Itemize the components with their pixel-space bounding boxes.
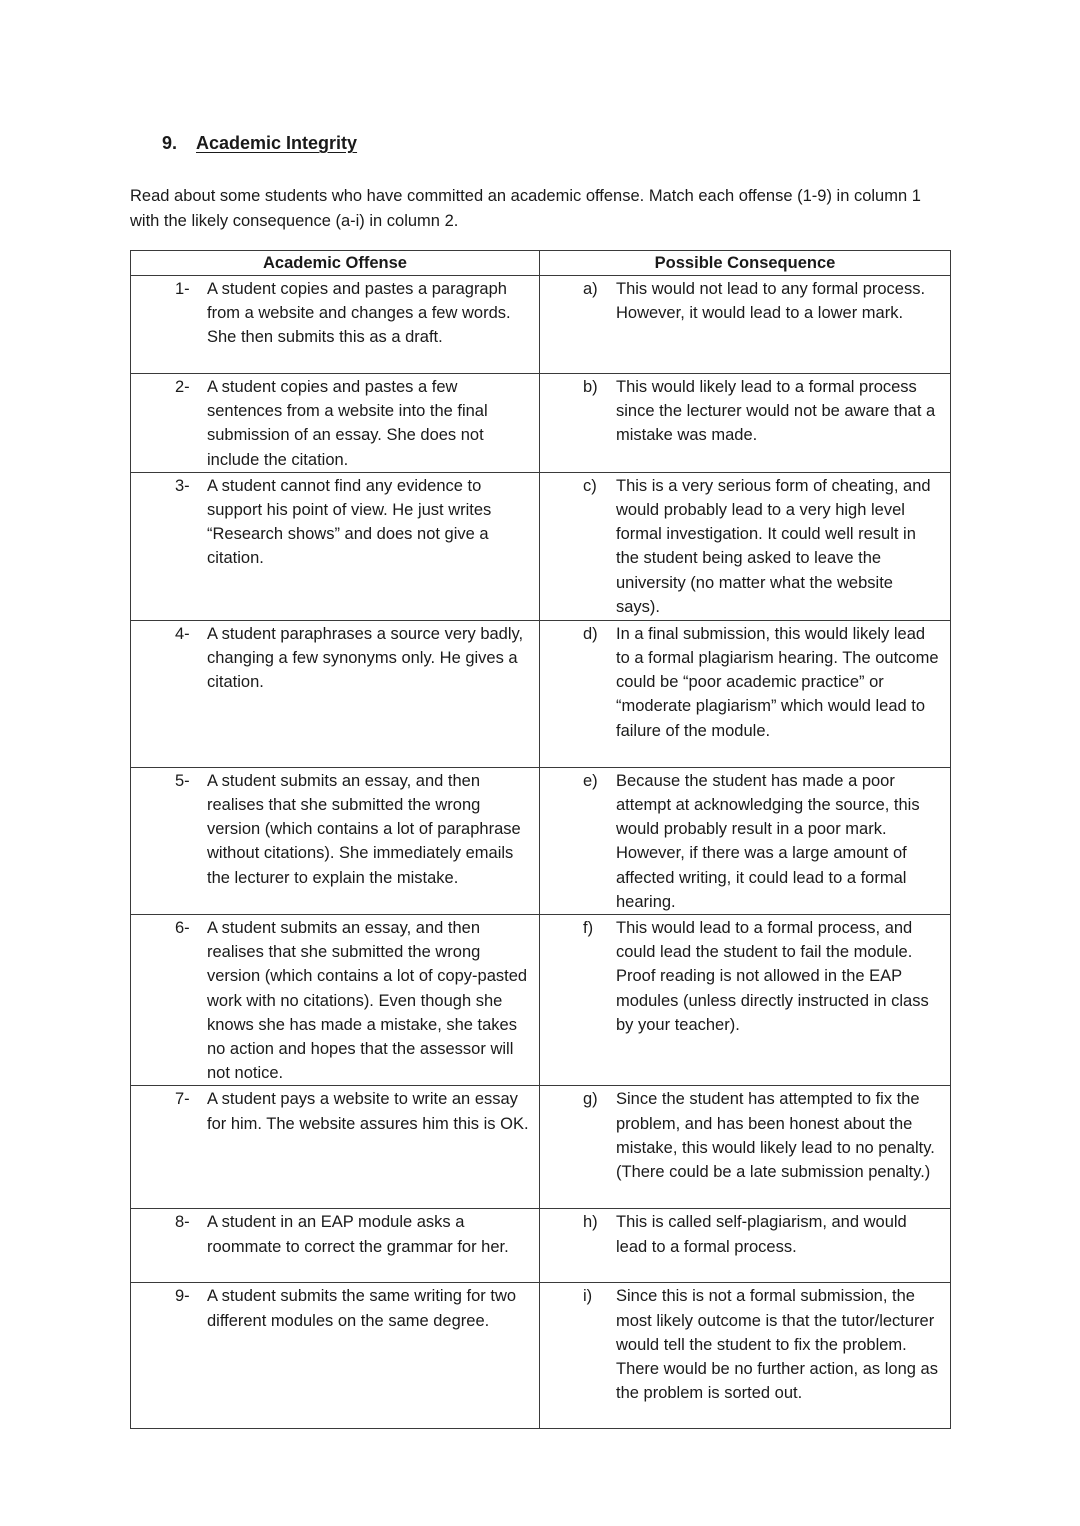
consequence-text: Since the student has attempted to fix the problem, and has been honest about the mistake, this would likely lead to no penalty. (There could be a late submission penalty.) — [616, 1090, 935, 1182]
table-row — [131, 276, 951, 374]
offense-number: 7- — [175, 1090, 190, 1109]
table-row — [131, 1209, 951, 1283]
offense-consequence-table — [130, 250, 951, 1429]
consequence-text: This is a very serious form of cheating, and would probably lead to a very high level formal investigation. It could well result in the student being asked to leave the university (no matter what the website says). — [616, 476, 931, 616]
offense-number: 5- — [175, 771, 190, 790]
consequence-letter: h) — [583, 1213, 598, 1232]
consequence-letter: b) — [583, 378, 598, 396]
consequence-text: This would likely lead to a formal process since the lecturer would not be aware that a mistake was made. — [616, 378, 936, 445]
offense-text: A student in an EAP module asks a roommate to correct the grammar for her. — [207, 1213, 509, 1256]
section-number: 9. — [162, 133, 178, 153]
offense-number: 1- — [175, 280, 190, 298]
header-possible-consequence: Possible Consequence — [540, 251, 951, 276]
offense-cell — [131, 472, 540, 620]
offense-text: A student submits an essay, and then realises that she submitted the wrong version (which contains a lot of copy-pasted work with no citations). Even though she knows she has made a mistake, she takes no action and hopes that the assessor will not notice. — [207, 919, 528, 1083]
table-row — [131, 1086, 951, 1209]
consequence-text: In a final submission, this would likely lead to a formal plagiarism hearing. The outcome could be “poor academic practice” or “moderate plagiarism” which would lead to failure of the module. — [616, 624, 939, 740]
offense-text: A student copies and pastes a few sentences from a website into the final submission of an essay. She does not include the citation. — [207, 378, 488, 469]
offense-cell — [131, 276, 540, 374]
offense-text: A student submits an essay, and then realises that she submitted the wrong version (which contains a lot of paraphrase without citations). She immediately emails the lecturer to explain the mistake. — [207, 771, 521, 887]
offense-cell — [131, 374, 540, 473]
consequence-letter: e) — [583, 771, 598, 790]
instructions-paragraph: Read about some students who have committed an academic offense. Match each offense (1-9) in column 1 with the likely consequence (a-i) in column 2. — [130, 187, 921, 230]
header-academic-offense: Academic Offense — [131, 251, 540, 276]
offense-text: A student copies and pastes a paragraph from a website and changes a few words. She then submits this as a draft. — [207, 280, 511, 347]
offense-text: A student submits the same writing for two different modules on the same degree. — [207, 1287, 517, 1330]
offense-cell — [131, 620, 540, 767]
offense-text: A student cannot find any evidence to support his point of view. He just writes “Research shows” and does not give a citation. — [207, 476, 492, 568]
section-heading — [162, 130, 357, 156]
consequence-cell — [540, 1209, 951, 1283]
consequence-text: This is called self-plagiarism, and would lead to a formal process. — [616, 1213, 907, 1256]
consequence-letter: a) — [583, 280, 598, 298]
consequence-letter: c) — [583, 476, 597, 495]
offense-text: A student paraphrases a source very badly, changing a few synonyms only. He gives a citation. — [207, 624, 524, 692]
consequence-cell — [540, 374, 951, 473]
offense-number: 2- — [175, 378, 190, 396]
consequence-text: This would not lead to any formal process. However, it would lead to a lower mark. — [616, 280, 926, 323]
consequence-letter: g) — [583, 1090, 598, 1109]
table-row — [131, 472, 951, 620]
section-title: Academic Integrity — [196, 133, 358, 153]
offense-number: 6- — [175, 919, 190, 938]
offense-number: 4- — [175, 624, 190, 643]
offense-number: 3- — [175, 476, 190, 495]
consequence-letter: d) — [583, 624, 598, 643]
table-header-row — [131, 251, 951, 276]
consequence-text: Because the student has made a poor attempt at acknowledging the source, this would probably result in a poor mark. However, if there was a large amount of affected writing, it could lead to a formal hearing. — [616, 771, 920, 911]
offense-number: 8- — [175, 1213, 190, 1232]
consequence-letter: f) — [583, 919, 594, 938]
consequence-cell — [540, 767, 951, 914]
offense-cell — [131, 915, 540, 1086]
consequence-cell — [540, 276, 951, 374]
offense-cell — [131, 1209, 540, 1283]
consequence-cell — [540, 620, 951, 767]
consequence-cell — [540, 1086, 951, 1209]
consequence-text: Since this is not a formal submission, the most likely outcome is that the tutor/lecturer would tell the student to fix the problem. There would be no further action, as long as the problem is sorted out. — [616, 1287, 938, 1403]
offense-cell — [131, 1086, 540, 1209]
offense-number: 9- — [175, 1287, 190, 1306]
table-row — [131, 1283, 951, 1429]
consequence-cell — [540, 472, 951, 620]
consequence-letter: i) — [583, 1287, 593, 1306]
consequence-cell — [540, 915, 951, 1086]
offense-text: A student pays a website to write an essay for him. The website assures him this is OK. — [207, 1090, 529, 1133]
offense-cell — [131, 1283, 540, 1429]
table-row — [131, 915, 951, 1086]
table-row — [131, 767, 951, 914]
consequence-cell — [540, 1283, 951, 1429]
consequence-text: This would lead to a formal process, and could lead the student to fail the module. Proof reading is not allowed in the EAP modules (unless directly instructed in class by your teacher). — [616, 919, 929, 1034]
table-row — [131, 374, 951, 473]
table-row — [131, 620, 951, 767]
offense-cell — [131, 767, 540, 914]
